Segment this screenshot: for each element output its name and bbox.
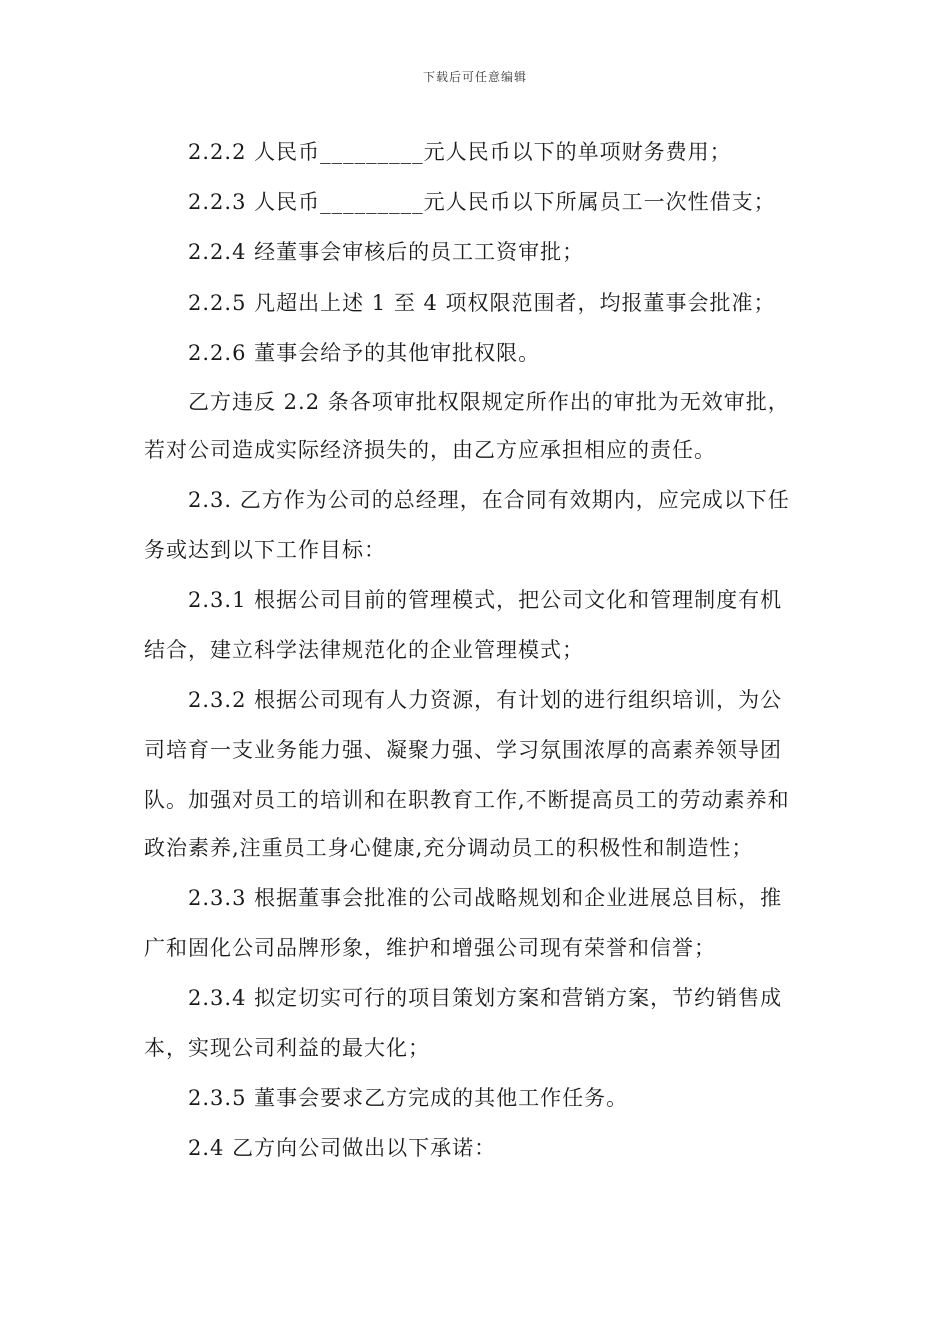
paragraph-line: 广和固化公司品牌形象，维护和增强公司现有荣誉和信誉； bbox=[144, 936, 716, 960]
clause-2-2-2: 2.2.2 人民币_________元人民币以下的单项财务费用； bbox=[188, 140, 732, 164]
clause-2-2-4: 2.2.4 经董事会审核后的员工工资审批； bbox=[188, 240, 585, 264]
clause-2-2-5: 2.2.5 凡超出上述 1 至 4 项权限范围者，均报董事会批准； bbox=[188, 291, 776, 315]
paragraph-line: 若对公司造成实际经济损失的，由乙方应承担相应的责任。 bbox=[144, 438, 716, 462]
clause-2-3-4: 2.3.4 拟定切实可行的项目策划方案和营销方案，节约销售成 bbox=[188, 986, 783, 1010]
paragraph-line: 队。加强对员工的培训和在职教育工作,不断提高员工的劳动素养和 bbox=[144, 788, 790, 812]
paragraph-line: 乙方违反 2.2 条各项审批权限规定所作出的审批为无效审批， bbox=[188, 390, 790, 414]
clause-2-4: 2.4 乙方向公司做出以下承诺： bbox=[188, 1136, 497, 1160]
paragraph-line: 司培育一支业务能力强、凝聚力强、学习氛围浓厚的高素养领导团 bbox=[144, 738, 782, 762]
paragraph-line: 政治素养,注重员工身心健康,充分调动员工的积极性和制造性； bbox=[144, 836, 754, 860]
clause-2-2-6: 2.2.6 董事会给予的其他审批权限。 bbox=[188, 341, 541, 365]
page-header: 下载后可任意编辑 bbox=[422, 70, 527, 84]
paragraph-line: 务或达到以下工作目标： bbox=[144, 538, 386, 562]
clause-2-3-1: 2.3.1 根据公司目前的管理模式，把公司文化和管理制度有机 bbox=[188, 588, 783, 612]
clause-2-3-2: 2.3.2 根据公司现有人力资源，有计划的进行组织培训，为公 bbox=[188, 688, 783, 712]
clause-2-3: 2.3. 乙方作为公司的总经理，在合同有效期内，应完成以下任 bbox=[188, 488, 790, 512]
clause-2-2-3: 2.2.3 人民币_________元人民币以下所属员工一次性借支； bbox=[188, 190, 776, 214]
paragraph-line: 本，实现公司利益的最大化； bbox=[144, 1036, 430, 1060]
paragraph-line: 结合，建立科学法律规范化的企业管理模式； bbox=[144, 638, 584, 662]
clause-2-3-3: 2.3.3 根据董事会批准的公司战略规划和企业进展总目标，推 bbox=[188, 886, 783, 910]
clause-2-3-5: 2.3.5 董事会要求乙方完成的其他工作任务。 bbox=[188, 1086, 629, 1110]
